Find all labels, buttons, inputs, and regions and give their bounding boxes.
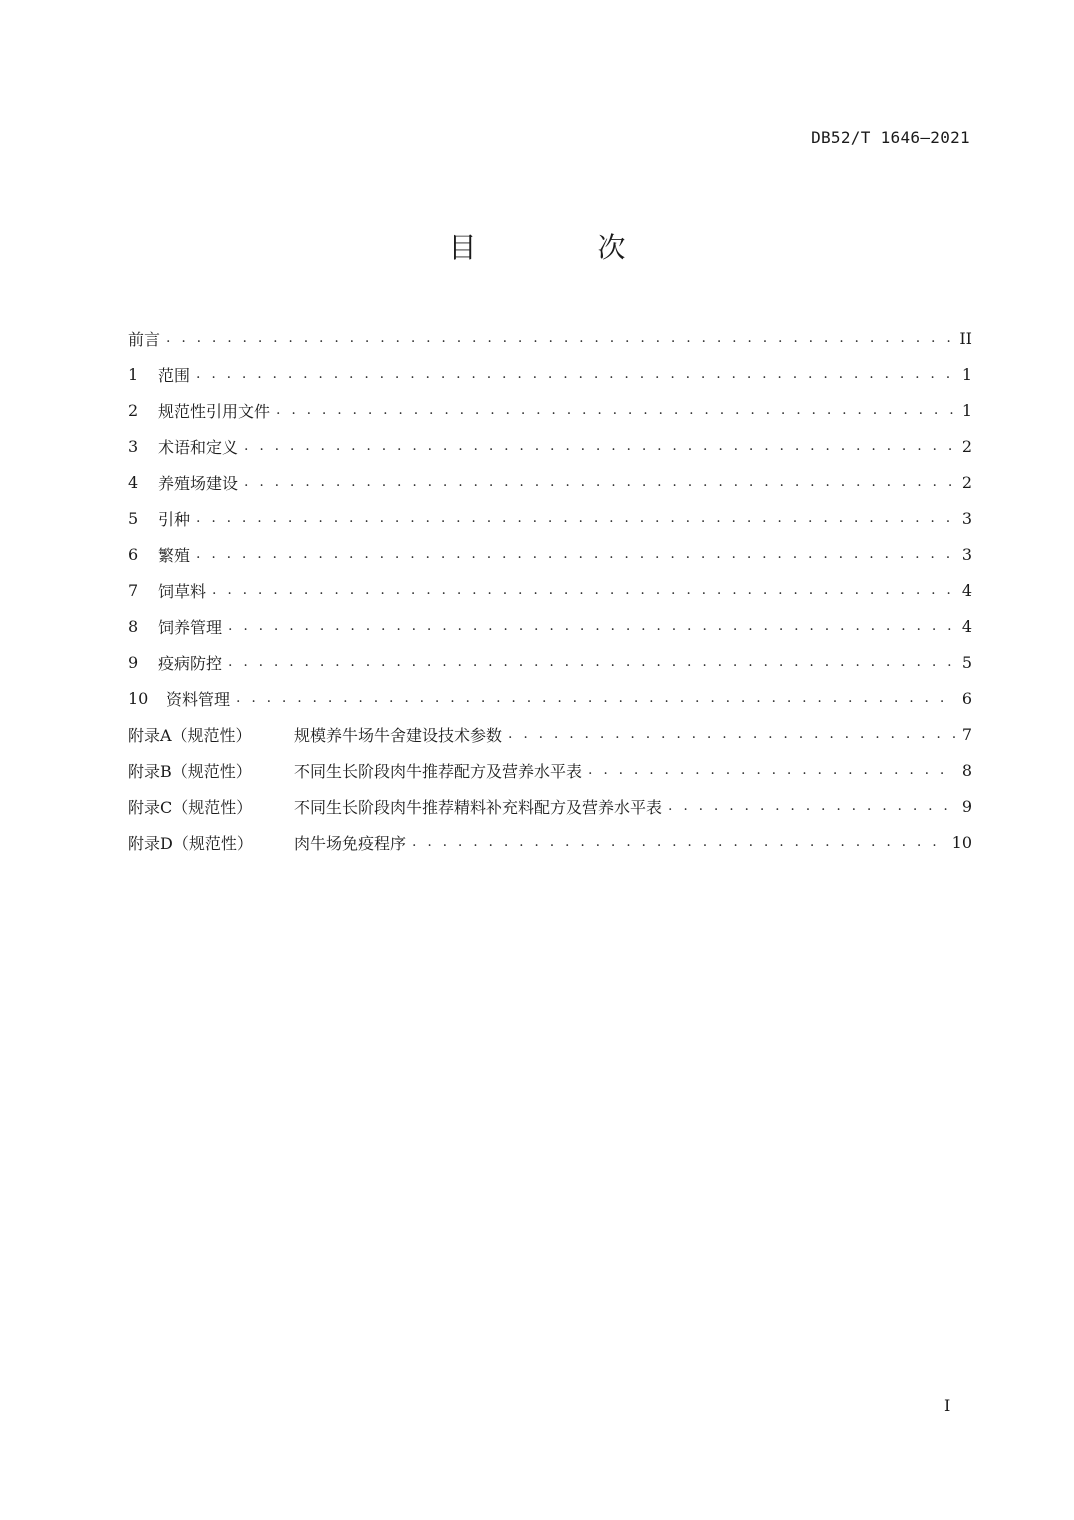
toc-entry-label: 繁殖 <box>158 545 191 565</box>
toc-entry-page: 5 <box>961 652 972 672</box>
toc-dot-leader <box>228 654 956 670</box>
toc-entry-page: 2 <box>961 472 972 492</box>
toc-entry-number: 附录B（规范性） <box>128 761 252 781</box>
toc-entry-number: 附录D（规范性） <box>128 833 253 853</box>
toc-entry-page: 3 <box>961 508 972 528</box>
toc-entry-label: 肉牛场免疫程序 <box>294 833 407 853</box>
toc-entry-label: 不同生长阶段肉牛推荐精料补充料配方及营养水平表 <box>294 797 663 817</box>
toc-entry-number: 2 <box>128 400 139 420</box>
toc-dot-leader <box>196 546 956 562</box>
toc-entry-label: 疫病防控 <box>158 653 223 673</box>
toc-dot-leader <box>212 582 956 598</box>
toc-entry-number: 8 <box>128 616 139 636</box>
toc-entry-page: 10 <box>951 832 972 852</box>
toc-entry-4[interactable] <box>128 464 972 500</box>
toc-entry-number: 附录A（规范性） <box>128 725 252 745</box>
toc-entry-label: 饲养管理 <box>158 617 223 637</box>
toc-entry-appendix-b[interactable] <box>128 752 972 788</box>
table-of-contents <box>128 320 972 860</box>
toc-entry-number: 4 <box>128 472 139 492</box>
toc-entry-appendix-d[interactable] <box>128 824 972 860</box>
toc-entry-page: 1 <box>961 364 972 384</box>
toc-entry-8[interactable] <box>128 608 972 644</box>
toc-dot-leader <box>508 726 956 742</box>
toc-dot-leader <box>196 366 956 382</box>
toc-entry-9[interactable] <box>128 644 972 680</box>
toc-entry-label: 术语和定义 <box>158 437 239 457</box>
toc-dot-leader <box>244 438 956 454</box>
toc-entry-10[interactable] <box>128 680 972 716</box>
toc-entry-number: 10 <box>128 688 149 708</box>
toc-entry-number: 6 <box>128 544 139 564</box>
toc-entry-number: 7 <box>128 580 139 600</box>
toc-entry-foreword[interactable] <box>128 320 972 356</box>
toc-entry-5[interactable] <box>128 500 972 536</box>
toc-entry-appendix-a[interactable] <box>128 716 972 752</box>
toc-entry-label: 前言 <box>128 329 161 349</box>
toc-dot-leader <box>166 330 953 346</box>
toc-dot-leader <box>412 834 946 850</box>
toc-entry-3[interactable] <box>128 428 972 464</box>
toc-entry-label: 不同生长阶段肉牛推荐配方及营养水平表 <box>294 761 583 781</box>
toc-entry-number: 附录C（规范性） <box>128 797 253 817</box>
toc-entry-7[interactable] <box>128 572 972 608</box>
toc-entry-page: 2 <box>961 436 972 456</box>
toc-entry-page: 3 <box>961 544 972 564</box>
document-code: DB52/T 1646—2021 <box>811 128 970 147</box>
toc-entry-label: 养殖场建设 <box>158 473 239 493</box>
toc-entry-label: 范围 <box>158 365 191 385</box>
toc-entry-appendix-c[interactable] <box>128 788 972 824</box>
toc-entry-number: 1 <box>128 364 139 384</box>
toc-entry-label: 规模养牛场牛舍建设技术参数 <box>294 725 503 745</box>
toc-dot-leader <box>588 762 956 778</box>
toc-entry-page: 4 <box>961 580 972 600</box>
toc-entry-6[interactable] <box>128 536 972 572</box>
toc-entry-1[interactable] <box>128 356 972 392</box>
toc-dot-leader <box>276 402 956 418</box>
toc-dot-leader <box>236 690 956 706</box>
toc-dot-leader <box>196 510 956 526</box>
toc-entry-page: 1 <box>961 400 972 420</box>
toc-dot-leader <box>668 798 956 814</box>
toc-dot-leader <box>228 618 956 634</box>
page-number: I <box>944 1396 951 1415</box>
toc-entry-page: 4 <box>961 616 972 636</box>
toc-entry-label: 引种 <box>158 509 191 529</box>
toc-entry-page: 9 <box>961 796 972 816</box>
toc-entry-number: 3 <box>128 436 139 456</box>
toc-entry-number: 5 <box>128 508 139 528</box>
toc-entry-number: 9 <box>128 652 139 672</box>
toc-entry-label: 资料管理 <box>166 689 231 709</box>
toc-entry-page: 8 <box>961 760 972 780</box>
toc-entry-label: 饲草料 <box>158 581 207 601</box>
page-title: 目 次 <box>448 231 682 264</box>
toc-entry-page: II <box>959 328 972 348</box>
toc-entry-page: 6 <box>961 688 972 708</box>
toc-entry-label: 规范性引用文件 <box>158 401 271 421</box>
toc-entry-2[interactable] <box>128 392 972 428</box>
toc-entry-page: 7 <box>961 724 972 744</box>
toc-dot-leader <box>244 474 956 490</box>
